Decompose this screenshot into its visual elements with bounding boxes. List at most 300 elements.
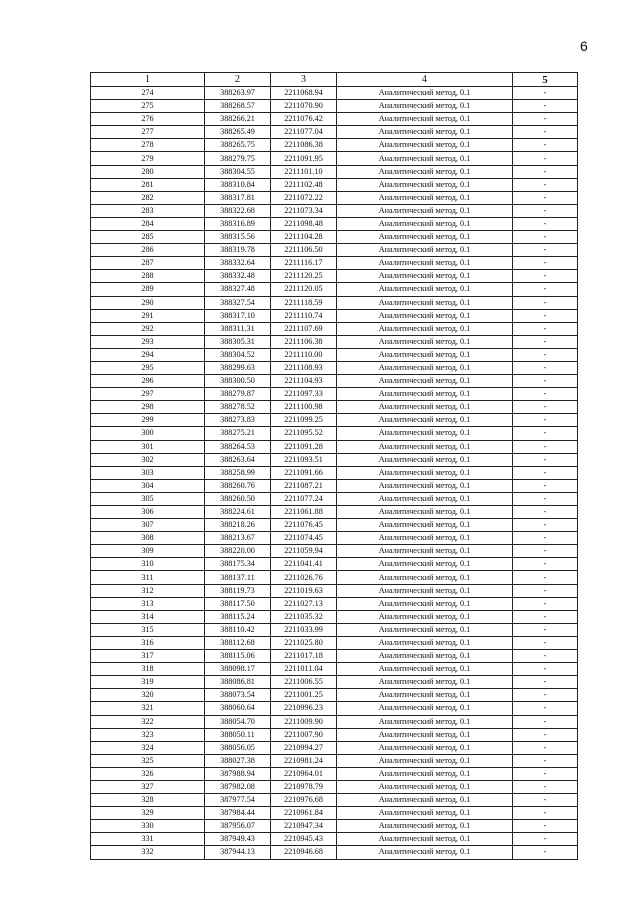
point-number: 279 — [91, 152, 205, 165]
table-row — [91, 846, 578, 859]
method-cell: Аналитический метод, 0.1 — [337, 820, 513, 833]
method-cell: Аналитический метод, 0.1 — [337, 807, 513, 820]
point-number: 330 — [91, 820, 205, 833]
point-number: 320 — [91, 689, 205, 702]
table-row — [91, 87, 578, 100]
method-cell: Аналитический метод, 0.1 — [337, 794, 513, 807]
method-cell: Аналитический метод, 0.1 — [337, 492, 513, 505]
y-coordinate: 2211026.76 — [271, 571, 337, 584]
accuracy-cell: - — [513, 257, 578, 270]
x-coordinate: 388263.64 — [205, 453, 271, 466]
x-coordinate: 388115.24 — [205, 610, 271, 623]
table-row — [91, 702, 578, 715]
table-row — [91, 820, 578, 833]
x-coordinate: 388218.26 — [205, 519, 271, 532]
y-coordinate: 2211072.22 — [271, 191, 337, 204]
table-row — [91, 741, 578, 754]
accuracy-cell: - — [513, 636, 578, 649]
x-coordinate: 388220.00 — [205, 545, 271, 558]
x-coordinate: 388224.61 — [205, 506, 271, 519]
table-row — [91, 492, 578, 505]
y-coordinate: 2210978.79 — [271, 780, 337, 793]
y-coordinate: 2211061.88 — [271, 506, 337, 519]
table-row — [91, 532, 578, 545]
x-coordinate: 388332.64 — [205, 257, 271, 270]
accuracy-cell: - — [513, 519, 578, 532]
y-coordinate: 2211116.17 — [271, 257, 337, 270]
table-row — [91, 204, 578, 217]
header-col-4: 4 — [337, 73, 513, 87]
point-number: 281 — [91, 178, 205, 191]
coordinates-table — [90, 72, 578, 860]
x-coordinate: 388299.63 — [205, 361, 271, 374]
method-cell: Аналитический метод, 0.1 — [337, 361, 513, 374]
y-coordinate: 2211118.59 — [271, 296, 337, 309]
point-number: 292 — [91, 322, 205, 335]
x-coordinate: 387982.08 — [205, 780, 271, 793]
accuracy-cell: - — [513, 794, 578, 807]
point-number: 298 — [91, 401, 205, 414]
point-number: 282 — [91, 191, 205, 204]
x-coordinate: 388073.54 — [205, 689, 271, 702]
y-coordinate: 2211104.93 — [271, 375, 337, 388]
accuracy-cell: - — [513, 663, 578, 676]
table-row — [91, 375, 578, 388]
y-coordinate: 2211110.74 — [271, 309, 337, 322]
table-row — [91, 571, 578, 584]
accuracy-cell: - — [513, 87, 578, 100]
method-cell: Аналитический метод, 0.1 — [337, 296, 513, 309]
point-number: 295 — [91, 361, 205, 374]
y-coordinate: 2211086.38 — [271, 139, 337, 152]
method-cell: Аналитический метод, 0.1 — [337, 401, 513, 414]
y-coordinate: 2210996.23 — [271, 702, 337, 715]
y-coordinate: 2211091.66 — [271, 466, 337, 479]
point-number: 329 — [91, 807, 205, 820]
x-coordinate: 388300.50 — [205, 375, 271, 388]
x-coordinate: 388264.53 — [205, 440, 271, 453]
y-coordinate: 2211077.24 — [271, 492, 337, 505]
point-number: 324 — [91, 741, 205, 754]
table-row — [91, 466, 578, 479]
x-coordinate: 388279.75 — [205, 152, 271, 165]
header-col-2: 2 — [205, 73, 271, 87]
table-row — [91, 807, 578, 820]
method-cell: Аналитический метод, 0.1 — [337, 113, 513, 126]
page-number: 6 — [580, 38, 588, 54]
x-coordinate: 388327.48 — [205, 283, 271, 296]
point-number: 287 — [91, 257, 205, 270]
point-number: 305 — [91, 492, 205, 505]
table-row — [91, 113, 578, 126]
table-row — [91, 610, 578, 623]
table-row — [91, 440, 578, 453]
x-coordinate: 388115.06 — [205, 650, 271, 663]
point-number: 309 — [91, 545, 205, 558]
method-cell: Аналитический метод, 0.1 — [337, 217, 513, 230]
point-number: 291 — [91, 309, 205, 322]
accuracy-cell: - — [513, 597, 578, 610]
point-number: 274 — [91, 87, 205, 100]
method-cell: Аналитический метод, 0.1 — [337, 257, 513, 270]
y-coordinate: 2211011.04 — [271, 663, 337, 676]
table-row — [91, 519, 578, 532]
x-coordinate: 388266.21 — [205, 113, 271, 126]
point-number: 317 — [91, 650, 205, 663]
point-number: 310 — [91, 558, 205, 571]
method-cell: Аналитический метод, 0.1 — [337, 466, 513, 479]
method-cell: Аналитический метод, 0.1 — [337, 702, 513, 715]
x-coordinate: 388304.52 — [205, 348, 271, 361]
header-col-1: 1 — [91, 73, 205, 87]
accuracy-cell: - — [513, 532, 578, 545]
method-cell: Аналитический метод, 0.1 — [337, 636, 513, 649]
table-row — [91, 650, 578, 663]
accuracy-cell: - — [513, 479, 578, 492]
x-coordinate: 388110.42 — [205, 623, 271, 636]
table-row — [91, 676, 578, 689]
method-cell: Аналитический метод, 0.1 — [337, 571, 513, 584]
x-coordinate: 388175.34 — [205, 558, 271, 571]
y-coordinate: 2211027.13 — [271, 597, 337, 610]
y-coordinate: 2211009.90 — [271, 715, 337, 728]
table-row — [91, 479, 578, 492]
accuracy-cell: - — [513, 584, 578, 597]
table-row — [91, 506, 578, 519]
table-row — [91, 597, 578, 610]
point-number: 302 — [91, 453, 205, 466]
x-coordinate: 387984.44 — [205, 807, 271, 820]
point-number: 294 — [91, 348, 205, 361]
y-coordinate: 2211074.45 — [271, 532, 337, 545]
point-number: 299 — [91, 414, 205, 427]
method-cell: Аналитический метод, 0.1 — [337, 715, 513, 728]
y-coordinate: 2211106.50 — [271, 244, 337, 257]
method-cell: Аналитический метод, 0.1 — [337, 87, 513, 100]
table-row — [91, 427, 578, 440]
y-coordinate: 2211098.48 — [271, 217, 337, 230]
point-number: 322 — [91, 715, 205, 728]
accuracy-cell: - — [513, 650, 578, 663]
accuracy-cell: - — [513, 676, 578, 689]
y-coordinate: 2211106.38 — [271, 335, 337, 348]
point-number: 311 — [91, 571, 205, 584]
table-row — [91, 663, 578, 676]
y-coordinate: 2211068.94 — [271, 87, 337, 100]
x-coordinate: 388275.21 — [205, 427, 271, 440]
x-coordinate: 388213.67 — [205, 532, 271, 545]
table-row — [91, 231, 578, 244]
method-cell: Аналитический метод, 0.1 — [337, 610, 513, 623]
y-coordinate: 2210946.68 — [271, 846, 337, 859]
y-coordinate: 2211077.04 — [271, 126, 337, 139]
x-coordinate: 388027.38 — [205, 754, 271, 767]
accuracy-cell: - — [513, 113, 578, 126]
method-cell: Аналитический метод, 0.1 — [337, 741, 513, 754]
method-cell: Аналитический метод, 0.1 — [337, 650, 513, 663]
accuracy-cell: - — [513, 571, 578, 584]
table-row — [91, 257, 578, 270]
accuracy-cell: - — [513, 231, 578, 244]
method-cell: Аналитический метод, 0.1 — [337, 231, 513, 244]
x-coordinate: 388050.11 — [205, 728, 271, 741]
method-cell: Аналитический метод, 0.1 — [337, 597, 513, 610]
point-number: 328 — [91, 794, 205, 807]
method-cell: Аналитический метод, 0.1 — [337, 309, 513, 322]
table-row — [91, 244, 578, 257]
accuracy-cell: - — [513, 741, 578, 754]
y-coordinate: 2210964.01 — [271, 767, 337, 780]
y-coordinate: 2211007.90 — [271, 728, 337, 741]
method-cell: Аналитический метод, 0.1 — [337, 558, 513, 571]
y-coordinate: 2211019.63 — [271, 584, 337, 597]
y-coordinate: 2211059.94 — [271, 545, 337, 558]
accuracy-cell: - — [513, 139, 578, 152]
point-number: 316 — [91, 636, 205, 649]
x-coordinate: 388137.11 — [205, 571, 271, 584]
accuracy-cell: - — [513, 623, 578, 636]
y-coordinate: 2211076.42 — [271, 113, 337, 126]
point-number: 314 — [91, 610, 205, 623]
x-coordinate: 388305.31 — [205, 335, 271, 348]
y-coordinate: 2211120.05 — [271, 283, 337, 296]
accuracy-cell: - — [513, 401, 578, 414]
table-row — [91, 335, 578, 348]
method-cell: Аналитический метод, 0.1 — [337, 270, 513, 283]
y-coordinate: 2210947.34 — [271, 820, 337, 833]
y-coordinate: 2211108.93 — [271, 361, 337, 374]
y-coordinate: 2211076.45 — [271, 519, 337, 532]
x-coordinate: 388054.70 — [205, 715, 271, 728]
accuracy-cell: - — [513, 191, 578, 204]
method-cell: Аналитический метод, 0.1 — [337, 335, 513, 348]
table-row — [91, 270, 578, 283]
accuracy-cell: - — [513, 414, 578, 427]
x-coordinate: 388319.78 — [205, 244, 271, 257]
table-row — [91, 623, 578, 636]
x-coordinate: 388279.87 — [205, 388, 271, 401]
y-coordinate: 2211104.28 — [271, 231, 337, 244]
accuracy-cell: - — [513, 217, 578, 230]
accuracy-cell: - — [513, 558, 578, 571]
accuracy-cell: - — [513, 767, 578, 780]
y-coordinate: 2211120.25 — [271, 270, 337, 283]
method-cell: Аналитический метод, 0.1 — [337, 165, 513, 178]
y-coordinate: 2211091.95 — [271, 152, 337, 165]
accuracy-cell: - — [513, 807, 578, 820]
accuracy-cell: - — [513, 348, 578, 361]
method-cell: Аналитический метод, 0.1 — [337, 348, 513, 361]
accuracy-cell: - — [513, 152, 578, 165]
point-number: 307 — [91, 519, 205, 532]
accuracy-cell: - — [513, 388, 578, 401]
table-row — [91, 584, 578, 597]
point-number: 304 — [91, 479, 205, 492]
method-cell: Аналитический метод, 0.1 — [337, 754, 513, 767]
accuracy-cell: - — [513, 610, 578, 623]
point-number: 312 — [91, 584, 205, 597]
point-number: 303 — [91, 466, 205, 479]
accuracy-cell: - — [513, 283, 578, 296]
point-number: 319 — [91, 676, 205, 689]
method-cell: Аналитический метод, 0.1 — [337, 126, 513, 139]
y-coordinate: 2210976.68 — [271, 794, 337, 807]
table-row — [91, 401, 578, 414]
y-coordinate: 2210994.27 — [271, 741, 337, 754]
x-coordinate: 388086.81 — [205, 676, 271, 689]
accuracy-cell: - — [513, 846, 578, 859]
table-row — [91, 152, 578, 165]
table-row — [91, 191, 578, 204]
x-coordinate: 388310.84 — [205, 178, 271, 191]
point-number: 289 — [91, 283, 205, 296]
accuracy-cell: - — [513, 702, 578, 715]
table-row — [91, 296, 578, 309]
point-number: 280 — [91, 165, 205, 178]
accuracy-cell: - — [513, 833, 578, 846]
method-cell: Аналитический метод, 0.1 — [337, 453, 513, 466]
method-cell: Аналитический метод, 0.1 — [337, 833, 513, 846]
y-coordinate: 2211035.32 — [271, 610, 337, 623]
table-row — [91, 100, 578, 113]
table-row — [91, 833, 578, 846]
point-number: 293 — [91, 335, 205, 348]
x-coordinate: 388060.64 — [205, 702, 271, 715]
x-coordinate: 388112.68 — [205, 636, 271, 649]
accuracy-cell: - — [513, 754, 578, 767]
method-cell: Аналитический метод, 0.1 — [337, 375, 513, 388]
table-row — [91, 728, 578, 741]
method-cell: Аналитический метод, 0.1 — [337, 191, 513, 204]
y-coordinate: 2211100.98 — [271, 401, 337, 414]
method-cell: Аналитический метод, 0.1 — [337, 689, 513, 702]
point-number: 315 — [91, 623, 205, 636]
table-row — [91, 754, 578, 767]
point-number: 285 — [91, 231, 205, 244]
accuracy-cell: - — [513, 361, 578, 374]
method-cell: Аналитический метод, 0.1 — [337, 100, 513, 113]
method-cell: Аналитический метод, 0.1 — [337, 584, 513, 597]
method-cell: Аналитический метод, 0.1 — [337, 178, 513, 191]
point-number: 288 — [91, 270, 205, 283]
method-cell: Аналитический метод, 0.1 — [337, 728, 513, 741]
point-number: 278 — [91, 139, 205, 152]
x-coordinate: 388317.81 — [205, 191, 271, 204]
point-number: 308 — [91, 532, 205, 545]
accuracy-cell: - — [513, 453, 578, 466]
y-coordinate: 2211093.51 — [271, 453, 337, 466]
x-coordinate: 388098.17 — [205, 663, 271, 676]
table-row — [91, 715, 578, 728]
table-body — [91, 87, 578, 860]
y-coordinate: 2211025.80 — [271, 636, 337, 649]
accuracy-cell: - — [513, 375, 578, 388]
accuracy-cell: - — [513, 270, 578, 283]
table-header-row — [91, 73, 578, 87]
y-coordinate: 2211017.18 — [271, 650, 337, 663]
y-coordinate: 2211107.69 — [271, 322, 337, 335]
x-coordinate: 387988.94 — [205, 767, 271, 780]
method-cell: Аналитический метод, 0.1 — [337, 676, 513, 689]
accuracy-cell: - — [513, 466, 578, 479]
accuracy-cell: - — [513, 780, 578, 793]
x-coordinate: 388265.75 — [205, 139, 271, 152]
accuracy-cell: - — [513, 427, 578, 440]
point-number: 276 — [91, 113, 205, 126]
point-number: 290 — [91, 296, 205, 309]
table-row — [91, 767, 578, 780]
table-row — [91, 126, 578, 139]
x-coordinate: 388260.50 — [205, 492, 271, 505]
y-coordinate: 2210945.43 — [271, 833, 337, 846]
x-coordinate: 388263.97 — [205, 87, 271, 100]
method-cell: Аналитический метод, 0.1 — [337, 519, 513, 532]
x-coordinate: 388260.76 — [205, 479, 271, 492]
point-number: 296 — [91, 375, 205, 388]
accuracy-cell: - — [513, 440, 578, 453]
method-cell: Аналитический метод, 0.1 — [337, 767, 513, 780]
point-number: 325 — [91, 754, 205, 767]
x-coordinate: 388327.54 — [205, 296, 271, 309]
x-coordinate: 387977.54 — [205, 794, 271, 807]
y-coordinate: 2211033.99 — [271, 623, 337, 636]
method-cell: Аналитический метод, 0.1 — [337, 139, 513, 152]
y-coordinate: 2211102.48 — [271, 178, 337, 191]
method-cell: Аналитический метод, 0.1 — [337, 427, 513, 440]
point-number: 331 — [91, 833, 205, 846]
method-cell: Аналитический метод, 0.1 — [337, 780, 513, 793]
method-cell: Аналитический метод, 0.1 — [337, 663, 513, 676]
method-cell: Аналитический метод, 0.1 — [337, 244, 513, 257]
table-row — [91, 309, 578, 322]
x-coordinate: 388332.48 — [205, 270, 271, 283]
accuracy-cell: - — [513, 204, 578, 217]
y-coordinate: 2211041.41 — [271, 558, 337, 571]
method-cell: Аналитический метод, 0.1 — [337, 479, 513, 492]
method-cell: Аналитический метод, 0.1 — [337, 204, 513, 217]
point-number: 277 — [91, 126, 205, 139]
accuracy-cell: - — [513, 100, 578, 113]
y-coordinate: 2211099.25 — [271, 414, 337, 427]
x-coordinate: 388268.57 — [205, 100, 271, 113]
table-row — [91, 453, 578, 466]
y-coordinate: 2211095.52 — [271, 427, 337, 440]
point-number: 332 — [91, 846, 205, 859]
header-col-5: 5 — [513, 73, 578, 87]
table-row — [91, 780, 578, 793]
method-cell: Аналитический метод, 0.1 — [337, 623, 513, 636]
y-coordinate: 2211097.33 — [271, 388, 337, 401]
method-cell: Аналитический метод, 0.1 — [337, 545, 513, 558]
x-coordinate: 388316.89 — [205, 217, 271, 230]
point-number: 284 — [91, 217, 205, 230]
x-coordinate: 388315.56 — [205, 231, 271, 244]
y-coordinate: 2211001.25 — [271, 689, 337, 702]
x-coordinate: 388258.99 — [205, 466, 271, 479]
x-coordinate: 388273.83 — [205, 414, 271, 427]
point-number: 313 — [91, 597, 205, 610]
accuracy-cell: - — [513, 165, 578, 178]
y-coordinate: 2211006.55 — [271, 676, 337, 689]
y-coordinate: 2211087.21 — [271, 479, 337, 492]
point-number: 286 — [91, 244, 205, 257]
table-row — [91, 322, 578, 335]
method-cell: Аналитический метод, 0.1 — [337, 414, 513, 427]
y-coordinate: 2211073.34 — [271, 204, 337, 217]
accuracy-cell: - — [513, 689, 578, 702]
accuracy-cell: - — [513, 820, 578, 833]
x-coordinate: 388304.55 — [205, 165, 271, 178]
